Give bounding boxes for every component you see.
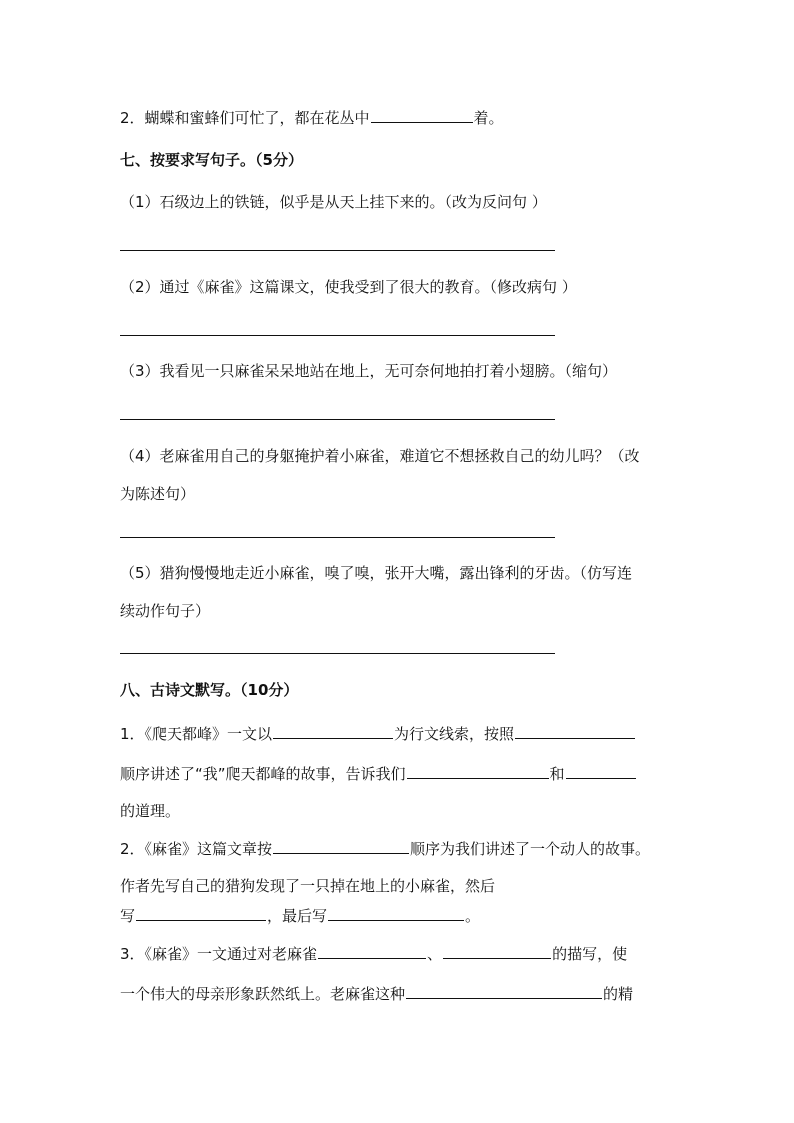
- s8-q2-line-1: [120, 839, 650, 859]
- s8-q3-line-2: [120, 984, 633, 1004]
- s7-item-2-text: （2）通过《麻雀》这篇课文，使我受到了很大的教育。（修改病句 ）: [120, 278, 577, 296]
- s8-q1-part-2: 为行文线索，按照: [394, 725, 515, 743]
- s8-q1-part-4: 和: [549, 765, 565, 783]
- s8-q3-blank-spirit[interactable]: [406, 984, 602, 999]
- s8-q1-part-5: 的道理。: [120, 802, 181, 820]
- s8-q2-part-2: 顺序为我们讲述了一个动人的故事。: [410, 840, 651, 858]
- s8-q2-blank-then[interactable]: [136, 906, 266, 921]
- s7-item-5-line-2: 续动作句子）: [120, 602, 211, 620]
- q2-text-before: 2．蝴蝶和蜜蜂们可忙了，都在花丛中: [120, 109, 370, 127]
- s7-item-1-text: （1）石级边上的铁链，似乎是从天上挂下来的。（改为反问句 ）: [120, 193, 547, 211]
- s8-q2-part-4: 写: [120, 907, 136, 925]
- s8-q2-part-6: 。: [465, 907, 481, 925]
- s7-item-4-answer-line[interactable]: [120, 537, 555, 538]
- s7-item-2-answer-line[interactable]: [120, 335, 555, 336]
- s8-q1-part-1: 1．《爬天都峰》一文以: [120, 725, 273, 743]
- s7-item-4-line-2: 为陈述句）: [120, 485, 196, 503]
- section-7-heading: 七、按要求写句子。（5分）: [120, 151, 303, 169]
- s8-q1-blank-lesson-1[interactable]: [407, 764, 549, 779]
- s8-q3-blank-2[interactable]: [443, 944, 551, 959]
- s8-q3-part-5: 的精: [603, 985, 634, 1003]
- s8-q3-blank-1[interactable]: [318, 944, 426, 959]
- s7-item-3-answer-line[interactable]: [120, 419, 555, 420]
- s7-item-1-answer-line[interactable]: [120, 250, 555, 251]
- s8-q1-blank-order[interactable]: [515, 724, 635, 739]
- s7-item-3-text: （3）我看见一只麻雀呆呆地站在地上，无可奈何地拍打着小翅膀。（缩句）: [120, 362, 618, 380]
- s8-q3-part-2: 、: [427, 945, 443, 963]
- s7-item-5-line-1: （5）猎狗慢慢地走近小麻雀，嗅了嗅，张开大嘴，露出锋利的牙齿。（仿写连: [120, 564, 633, 582]
- s8-q1-line-2: [120, 764, 637, 784]
- s8-q2-line-3: [120, 906, 480, 926]
- q2-text-after: 着。: [473, 109, 504, 127]
- s8-q2-part-5: ，最后写: [267, 907, 328, 925]
- question-2-fill: [120, 108, 504, 128]
- s8-q1-line-1: [120, 724, 636, 744]
- s8-q1-blank-clue[interactable]: [273, 724, 393, 739]
- s8-q2-part-3: 作者先写自己的猎狗发现了一只掉在地上的小麻雀，然后: [120, 877, 496, 895]
- s8-q1-part-3: 顺序讲述了“我”爬天都峰的故事，告诉我们: [120, 765, 406, 783]
- s8-q2-blank-finally[interactable]: [328, 906, 464, 921]
- s8-q3-part-1: 3．《麻雀》一文通过对老麻雀: [120, 945, 318, 963]
- s7-item-5-answer-line[interactable]: [120, 653, 555, 654]
- s8-q3-part-4: 一个伟大的母亲形象跃然纸上。老麻雀这种: [120, 985, 406, 1003]
- s8-q2-part-1: 2．《麻雀》这篇文章按: [120, 840, 273, 858]
- s8-q1-blank-lesson-2[interactable]: [566, 764, 636, 779]
- s7-item-4-line-1: （4）老麻雀用自己的身躯掩护着小麻雀，难道它不想拯救自己的幼儿吗？（改: [120, 447, 640, 465]
- s8-q3-line-1: [120, 944, 627, 964]
- s8-q2-blank-order[interactable]: [273, 839, 409, 854]
- q2-answer-blank[interactable]: [371, 108, 473, 123]
- section-8-heading: 八、古诗文默写。（10分）: [120, 681, 299, 699]
- s8-q3-part-3: 的描写，使: [552, 945, 628, 963]
